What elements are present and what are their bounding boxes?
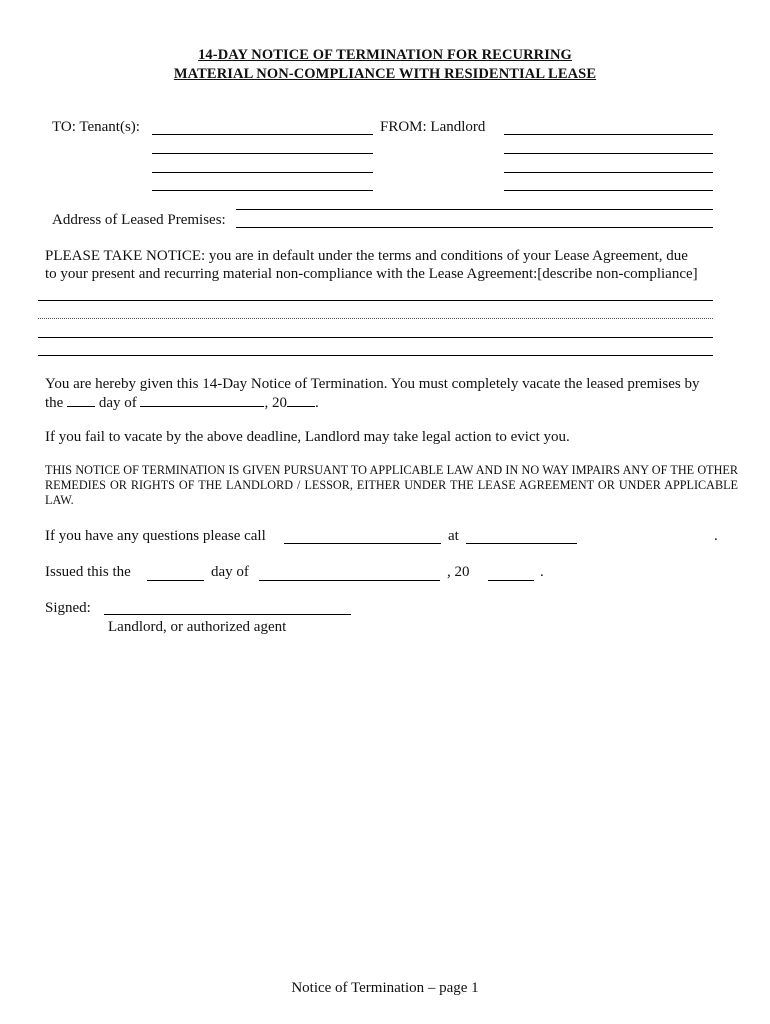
to-tenant-label: TO: Tenant(s): <box>52 119 140 135</box>
from-landlord-label: FROM: Landlord <box>380 119 486 135</box>
notice-text-line-2: to your present and recurring material non-compliance with the Lease Agreement:[describe non-compliance] <box>45 266 698 282</box>
issued-period: . <box>540 564 544 580</box>
page-footer: Notice of Termination – page 1 <box>291 980 479 996</box>
issued-label: Issued this the <box>45 564 131 580</box>
termination-text-line-1: You are hereby given this 14-Day Notice of Termination. You must completely vacate the leased premises by <box>45 376 700 392</box>
noncompliance-line-2[interactable] <box>38 318 713 319</box>
document-title-line-1: 14-DAY NOTICE OF TERMINATION FOR RECURRING <box>198 47 572 63</box>
issued-day-field[interactable] <box>147 580 204 581</box>
questions-label: If you have any questions please call <box>45 528 266 544</box>
landlord-name-field-2[interactable] <box>504 153 713 154</box>
issued-day-of-text: day of <box>211 564 249 580</box>
vacate-year-field[interactable] <box>287 394 315 407</box>
landlord-name-field-4[interactable] <box>504 190 713 191</box>
issued-year-field[interactable] <box>488 580 534 581</box>
signature-field[interactable] <box>104 614 351 615</box>
tenant-name-field-2[interactable] <box>152 153 373 154</box>
address-field-line-2[interactable] <box>236 227 713 228</box>
document-title-line-2: MATERIAL NON-COMPLIANCE WITH RESIDENTIAL LEASE <box>173 66 597 82</box>
termination-text-line-2 <box>45 394 319 412</box>
noncompliance-line-1[interactable] <box>38 300 713 301</box>
contact-phone-field[interactable] <box>466 543 577 544</box>
address-field-line-1[interactable] <box>236 209 713 210</box>
year-prefix-text: , 20 <box>264 395 287 411</box>
day-of-text: day of <box>98 395 137 411</box>
questions-period: . <box>714 528 718 544</box>
the-text: the <box>45 395 64 411</box>
at-text: at <box>448 528 459 544</box>
noncompliance-line-3[interactable] <box>38 337 713 338</box>
tenant-name-field-1[interactable] <box>152 134 373 135</box>
issued-month-field[interactable] <box>259 580 440 581</box>
vacate-month-field[interactable] <box>140 394 264 407</box>
landlord-name-field-1[interactable] <box>504 134 713 135</box>
fail-to-vacate-text: If you fail to vacate by the above deadline, Landlord may take legal action to evict you. <box>45 429 570 445</box>
legal-disclaimer-text: THIS NOTICE OF TERMINATION IS GIVEN PURSUANT TO APPLICABLE LAW AND IN NO WAY IMPAIRS ANY OF THE OTHER REMEDIES OR RIGHTS OF THE LANDLORD / LESSOR, EITHER UNDER THE LEASE AGREEMENT OR UNDER APPLICABLE LAW. <box>45 463 738 507</box>
noncompliance-line-4[interactable] <box>38 355 713 356</box>
contact-name-field[interactable] <box>284 543 441 544</box>
address-label: Address of Leased Premises: <box>52 212 226 228</box>
landlord-name-field-3[interactable] <box>504 172 713 173</box>
signature-caption: Landlord, or authorized agent <box>108 619 287 635</box>
period-text: . <box>314 395 319 411</box>
tenant-name-field-4[interactable] <box>152 190 373 191</box>
issued-year-prefix: , 20 <box>447 564 470 580</box>
notice-text-line-1: PLEASE TAKE NOTICE: you are in default under the terms and conditions of your Lease Agreement, due <box>45 248 688 264</box>
tenant-name-field-3[interactable] <box>152 172 373 173</box>
vacate-day-field[interactable] <box>67 394 95 407</box>
signed-label: Signed: <box>45 600 91 616</box>
